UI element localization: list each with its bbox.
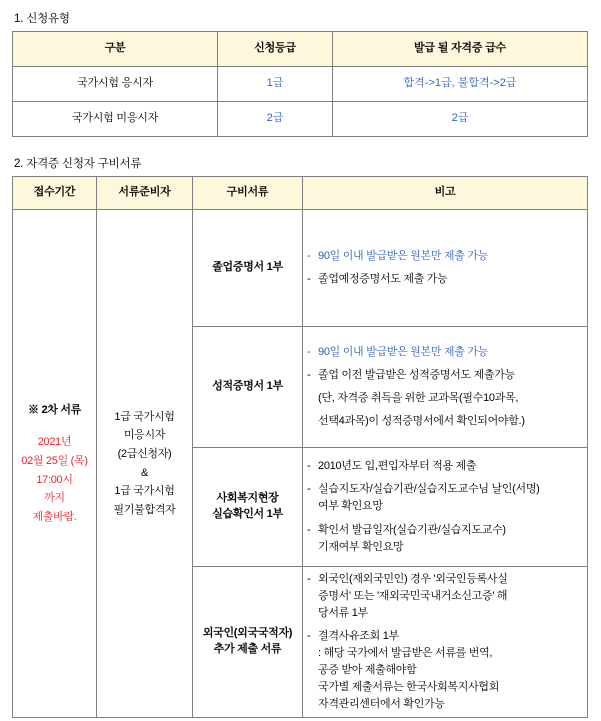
note-text: 확인서 발급일자(실습기관/실습지도교수) [318,523,506,536]
preparer-line-6: 필기불합격자 [113,504,176,517]
col-header-notes: 비고 [303,177,588,210]
note-item: - 90일 이내 발급받은 원본만 제출 가능 [307,344,583,361]
application-type-table [12,31,588,137]
cell-notes-2 [303,327,588,448]
note-text-cont: : 해당 국가에서 발급받은 서류를 번역, [318,647,493,660]
period-line-1: ※ 2차 서류 [27,403,81,416]
document-4-line-1: 외국인(외국국적자) [202,627,293,640]
cell-document-1: 졸업증명서 1부 [193,210,303,327]
cell-issue-1: 합격->1급, 불합격->2급 [333,67,588,102]
cell-gubun-1: 국가시험 응시자 [13,67,218,102]
preparer-line-4: & [140,466,149,479]
col-header-grade: 신청등급 [218,32,333,67]
cell-notes-3 [303,448,588,567]
note-item [307,628,583,713]
note-item [307,522,583,556]
table-header-row [13,177,588,210]
note-item [307,571,583,622]
note-text: 외국인(재외국민인) 경우 '외국인등록사실 [318,573,508,585]
section-1-title [14,10,589,26]
col-header-gubun: 구분 [13,32,218,67]
note-item [307,481,583,515]
note-text-cont: 기재여부 확인요망 [318,540,404,553]
cell-issue-2: 2급 [333,102,588,137]
required-documents-table [12,176,588,718]
note-item: - 2010년도 입,편입자부터 적용 제출 [307,458,583,475]
preparer-line-2: 미응시자 [123,429,166,442]
section-2-label: 자격증 신청자 구비서류 [26,158,142,170]
section-2-number: 2. [14,158,24,170]
preparer-line-3: (2급신청자) [117,448,172,460]
section-spacer [12,137,589,151]
note-text: 실습지도자/실습기관/실습지도교수님 날인(서명) [318,483,540,496]
note-text-cont: 여부 확인요망 [318,500,383,513]
period-line-4: 17:00시 [36,473,73,486]
cell-grade-2: 2급 [218,102,333,137]
table-row [13,67,588,102]
note-text: 결격사유조회 1부 [318,630,399,643]
note-item: - 90일 이내 발급받은 원본만 제출 가능 [307,248,583,265]
period-line-5: 까지 [44,492,65,505]
note-text-cont: 자격관리센터에서 확인가능 [318,698,445,711]
section-1-label: 신청유형 [26,13,70,25]
table-header-row [13,32,588,67]
preparer-line-5: 1급 국가시험 [114,485,175,498]
note-item: (단, 자격증 취득을 위한 교과목(필수10과목, [318,392,519,404]
section-2-title [14,155,589,171]
col-header-document: 구비서류 [193,177,303,210]
cell-submission-period [13,210,97,718]
cell-document-2: 성적증명서 1부 [193,327,303,448]
cell-preparer [97,210,193,718]
note-item: 선택4과목)이 성적증명서에서 확인되어야함.) [318,415,525,428]
note-text-cont: 당서류 1부 [318,607,368,620]
note-text-cont: 증명서' 또는 '재외국민국내거소신고증' 해 [318,590,508,603]
table-row [13,210,588,327]
table-row [13,102,588,137]
period-line-2: 2021년 [37,436,72,449]
document-4-line-2: 추가 제출 서류 [213,643,282,656]
col-header-issue: 발급 될 자격증 급수 [333,32,588,67]
note-text-cont: 공증 받아 제출해야함 [318,664,417,677]
preparer-line-1: 1급 국가시험 [114,410,175,423]
cell-notes-1 [303,210,588,327]
note-item: - 졸업 이전 발급받은 성적증명서도 제출가능 [307,367,583,384]
note-item: - 졸업예정증명서도 제출 가능 [307,271,583,288]
cell-document-4 [193,567,303,718]
note-text-cont: 국가별 제출서류는 한국사회복지사협회 [318,681,500,694]
cell-notes-4 [303,567,588,718]
section-1-number: 1. [14,13,24,25]
document-3-line-1: 사회복지현장 [216,492,279,505]
cell-document-3 [193,448,303,567]
cell-gubun-2: 국가시험 미응시자 [13,102,218,137]
col-header-preparer: 서류준비자 [97,177,193,210]
document-3-line-2: 실습확인서 1부 [212,508,283,520]
period-line-3: 02월 25일 (목) [21,455,88,467]
cell-grade-1: 1급 [218,67,333,102]
period-line-6: 제출바람. [32,511,77,524]
col-header-period: 접수기간 [13,177,97,210]
